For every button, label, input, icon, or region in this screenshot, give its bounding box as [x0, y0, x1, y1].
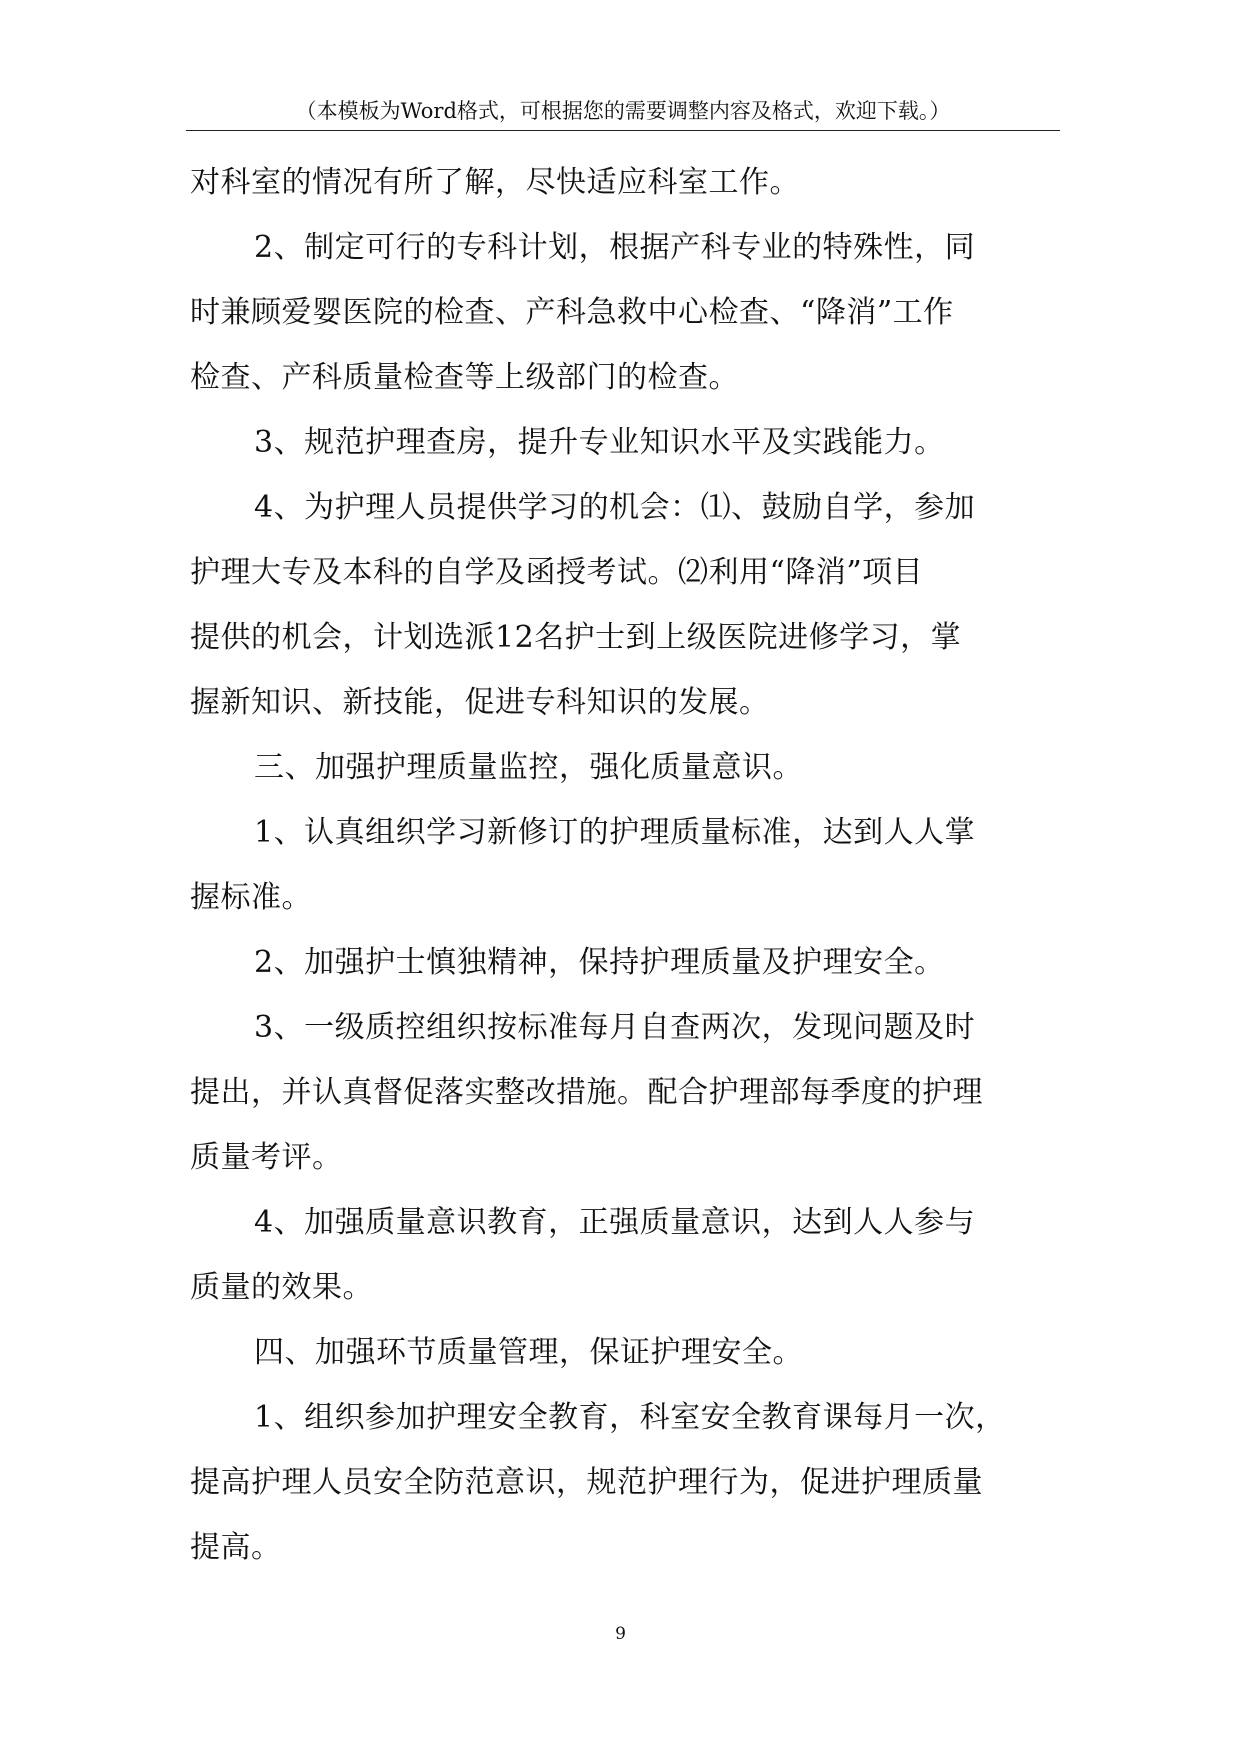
text-line: 质量的效果。: [190, 1270, 373, 1305]
text-line: 质量考评。: [190, 1140, 343, 1175]
header-divider: [186, 130, 1060, 131]
page-header: （本模板为Word格式，可根据您的需要调整内容及格式，欢迎下载。）: [295, 99, 951, 123]
paragraph-start: 4、加强质量意识教育，正强质量意识，达到人人参与: [254, 1205, 976, 1240]
paragraph-start: 4、为护理人员提供学习的机会：⑴、鼓励自学，参加: [254, 490, 976, 525]
page-number: 9: [615, 1624, 626, 1644]
paragraph-start: 2、加强护士慎独精神，保持护理质量及护理安全。: [254, 945, 945, 980]
paragraph-start: 1、认真组织学习新修订的护理质量标准，达到人人掌: [254, 815, 976, 850]
paragraph-start: 1、组织参加护理安全教育，科室安全教育课每月一次，: [254, 1400, 1006, 1435]
text-line: 提高。: [190, 1530, 282, 1565]
paragraph-start: 3、一级质控组织按标准每月自查两次，发现问题及时: [254, 1010, 976, 1045]
section-heading: 四、加强环节质量管理，保证护理安全。: [254, 1335, 803, 1370]
paragraph-start: 3、规范护理查房，提升专业知识水平及实践能力。: [254, 425, 945, 460]
paragraph-start: 2、制定可行的专科计划，根据产科专业的特殊性，同: [254, 230, 976, 265]
text-line: 时兼顾爱婴医院的检查、产科急救中心检查、“降消”工作: [190, 295, 954, 330]
text-line: 握新知识、新技能，促进专科知识的发展。: [190, 685, 770, 720]
text-line: 握标准。: [190, 880, 312, 915]
text-line: 检查、产科质量检查等上级部门的检查。: [190, 360, 739, 395]
text-line: 提出，并认真督促落实整改措施。配合护理部每季度的护理: [190, 1075, 983, 1110]
text-line: 对科室的情况有所了解，尽快适应科室工作。: [190, 165, 800, 200]
text-line: 提高护理人员安全防范意识，规范护理行为，促进护理质量: [190, 1465, 983, 1500]
text-line: 护理大专及本科的自学及函授考试。⑵利用“降消”项目: [190, 555, 924, 590]
document-body: [190, 150, 1064, 1580]
section-heading: 三、加强护理质量监控，强化质量意识。: [254, 750, 803, 785]
text-line: 提供的机会，计划选派12名护士到上级医院进修学习，掌: [190, 620, 962, 655]
